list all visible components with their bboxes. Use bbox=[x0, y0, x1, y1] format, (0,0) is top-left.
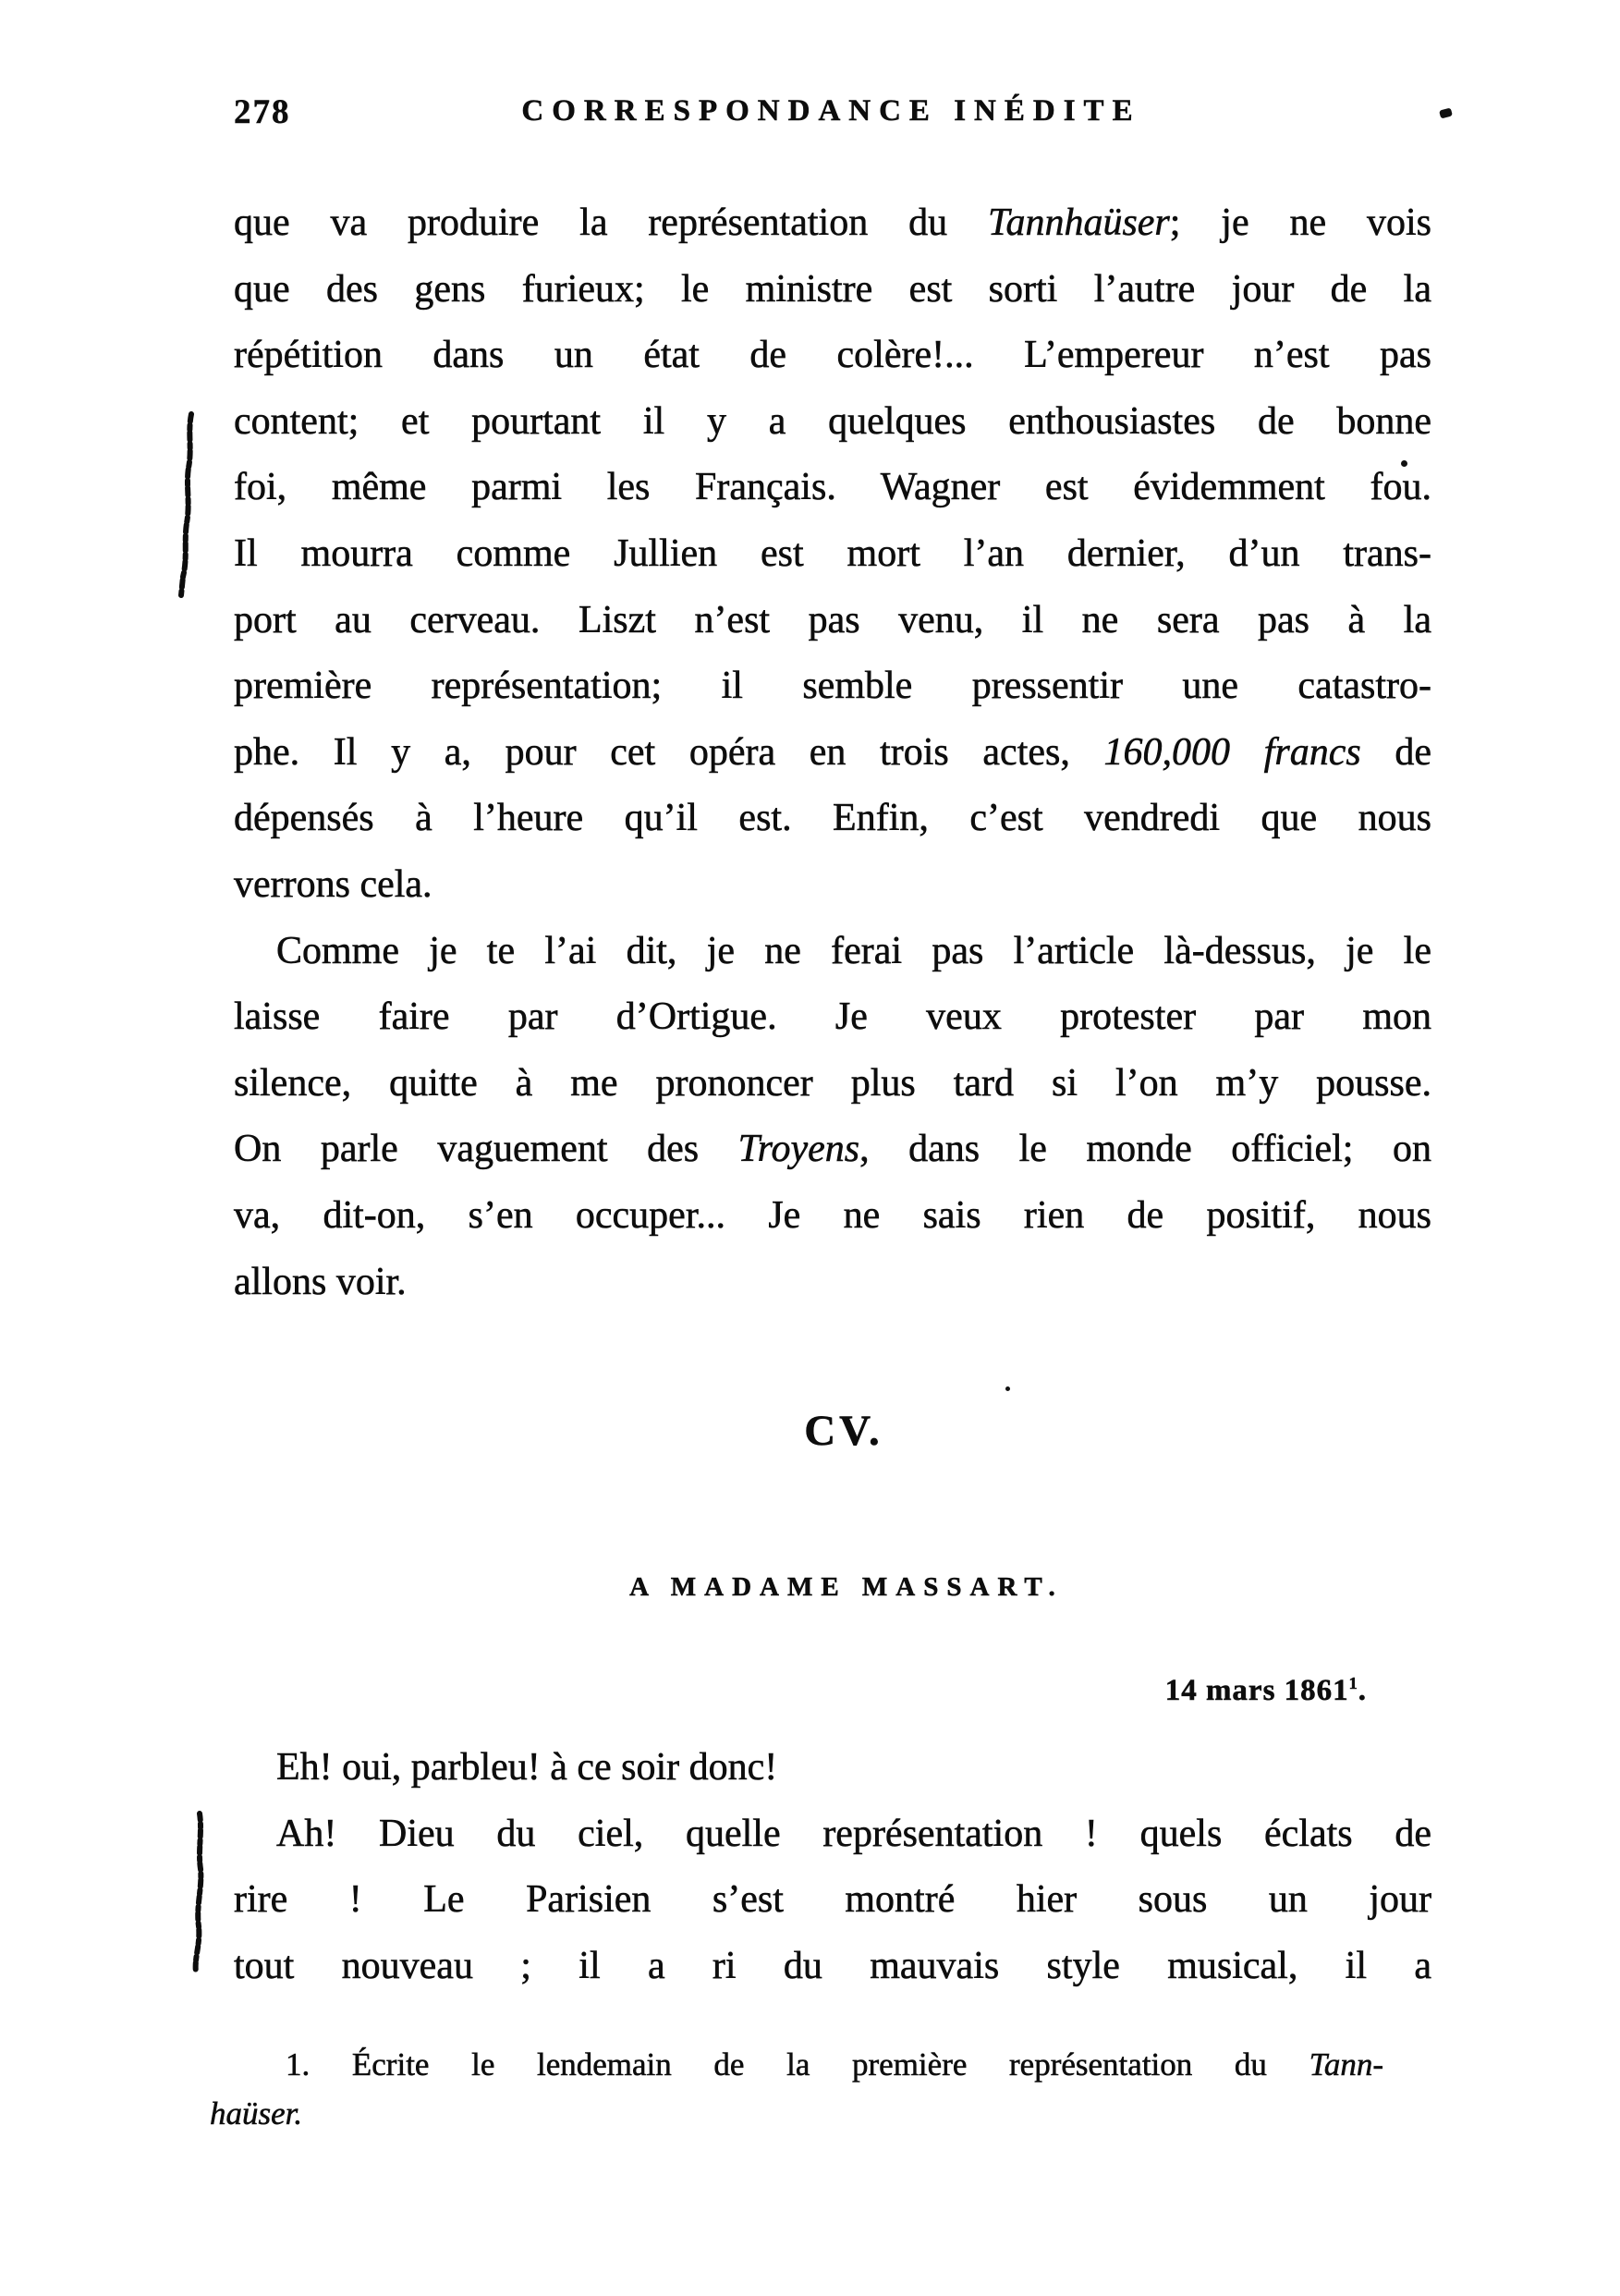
letter-body bbox=[234, 1735, 1431, 1999]
section-heading: CV. bbox=[804, 1407, 883, 1456]
running-title: CORRESPONDANCE INÉDITE bbox=[521, 94, 1141, 128]
page-number: 278 bbox=[234, 93, 291, 131]
text-line: silence, quitte à me prononcer plus tard si l’on m’y pousse. bbox=[234, 1061, 1431, 1105]
running-head bbox=[0, 91, 1620, 139]
letter-date bbox=[234, 1663, 1431, 1711]
text-line: 1. Écrite le lendemain de la première représentation du Tann- bbox=[286, 2046, 1383, 2083]
text-line: que va produire la représentation du Tannhaüser; je ne vois bbox=[234, 202, 1431, 244]
text-line: dépensés à l’heure qu’il est. Enfin, c’est vendredi que nous bbox=[234, 797, 1431, 840]
text-line: haüser. bbox=[210, 2095, 303, 2132]
date-text: 14 mars 1861 bbox=[1164, 1674, 1349, 1708]
text-line: répétition dans un état de colère!... L’empereur n’est pas bbox=[234, 334, 1431, 377]
text-line: tout nouveau ; il a ri du mauvais style musical, il a bbox=[234, 1944, 1431, 1987]
text-line: On parle vaguement des Troyens, dans le monde officiel; on bbox=[234, 1128, 1431, 1171]
text-line: première représentation; il semble pressentir une catastro- bbox=[234, 665, 1431, 708]
text-line: Eh! oui, parbleu! à ce soir donc! bbox=[276, 1746, 778, 1789]
text-line: que des gens furieux; le ministre est sorti l’autre jour de la bbox=[234, 267, 1431, 311]
text-line: port au cerveau. Liszt n’est pas venu, il ne sera pas à la bbox=[234, 598, 1431, 641]
text-line: foi, même parmi les Français. Wagner est évidemment fou. bbox=[234, 466, 1431, 509]
text-line: laisse faire par d’Ortigue. Je veux protester par mon bbox=[234, 995, 1431, 1039]
addressee-line: A MADAME MASSART. bbox=[629, 1572, 1064, 1603]
paragraph bbox=[234, 1735, 1431, 1801]
footnote-reference: 1 bbox=[1348, 1674, 1358, 1693]
margin-pen-mark-icon bbox=[172, 410, 200, 600]
text-line: Comme je te l’ai dit, je ne ferai pas l’article là-dessus, je le bbox=[276, 929, 1431, 972]
text-line: phe. Il y a, pour cet opéra en trois actes, 160,000 francs de bbox=[234, 730, 1431, 774]
date-period: . bbox=[1358, 1674, 1367, 1708]
footnote bbox=[210, 2040, 1383, 2138]
text-line: rire ! Le Parisien s’est montré hier sous un jour bbox=[234, 1878, 1431, 1922]
paragraph bbox=[234, 190, 1431, 919]
page-text-column bbox=[210, 190, 1431, 2138]
text-line: allons voir. bbox=[234, 1260, 407, 1303]
text-line: Il mourra comme Jullien est mort l’an dernier, d’un trans- bbox=[234, 531, 1431, 575]
paragraph bbox=[234, 1801, 1431, 2000]
text-line: Ah! Dieu du ciel, quelle représentation ! quels éclats de bbox=[276, 1812, 1431, 1855]
text-line: content; et pourtant il y a quelques enthousiastes de bonne bbox=[234, 399, 1431, 443]
text-line: verrons cela. bbox=[234, 862, 432, 906]
paragraph bbox=[234, 919, 1431, 1316]
text-line: va, dit-on, s’en occuper... Je ne sais rien de positif, nous bbox=[234, 1193, 1431, 1237]
margin-pen-mark-icon bbox=[183, 1810, 209, 1976]
